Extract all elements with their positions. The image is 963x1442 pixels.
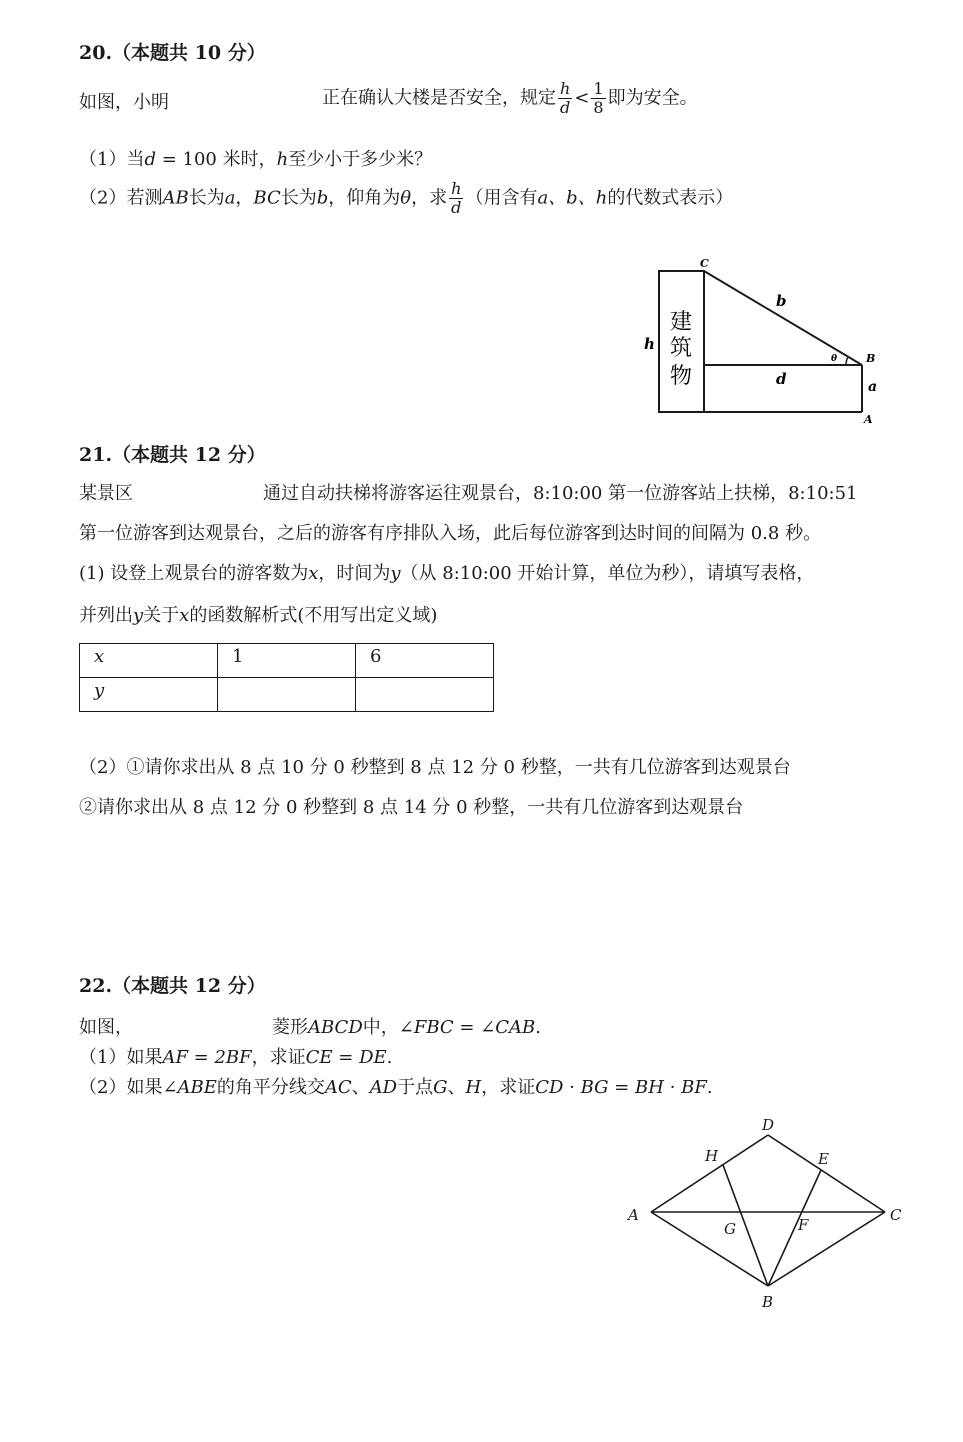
label-c: C — [700, 257, 709, 270]
label-h: H — [705, 1147, 719, 1165]
var-a: a — [224, 187, 236, 209]
var-h: h — [276, 149, 289, 170]
q20-p2-text: ，求 — [411, 187, 448, 209]
table-cell: 1 — [218, 644, 356, 678]
q21-l3-text: (1) 设登上观景台的游客数为 — [79, 563, 309, 584]
angle-abe: ∠ABE — [162, 1077, 217, 1098]
table-cell-y-label: y — [80, 678, 218, 712]
label-a-point: A — [864, 413, 873, 426]
q22-l1-text: 菱形 — [272, 1017, 308, 1038]
table-row — [80, 644, 494, 678]
q22-l1-text: . — [535, 1017, 542, 1038]
q22-p2-text: （2）如果 — [79, 1077, 163, 1098]
q20-p1-text-b: = 100 米时， — [155, 149, 277, 170]
q22-part1 — [79, 1043, 392, 1069]
label-f: F — [798, 1216, 809, 1234]
angle-equation: ∠FBC = ∠CAB — [398, 1017, 536, 1038]
q21-part2-1: （2）①请你求出从 8 点 10 分 0 秒整到 8 点 12 分 0 秒整，一共有几位游客到达观景台 — [79, 757, 791, 778]
theta-arc — [846, 357, 848, 365]
q20-p2-text: （2）若测 — [79, 187, 163, 209]
q21-line2: 第一位游客到达观景台，之后的游客有序排队入场，此后每位游客到达时间的间隔为 0.8 秒。 — [79, 523, 822, 544]
q22-p2-text: ，求证 — [481, 1077, 536, 1098]
frac-denominator: d — [560, 98, 571, 117]
q22-p2-text: 、 — [351, 1077, 370, 1098]
table-cell-empty[interactable] — [218, 678, 356, 712]
label-d: d — [776, 370, 787, 388]
q22-p1-text: . — [386, 1047, 393, 1068]
q21-line3 — [79, 559, 814, 585]
label-c: C — [890, 1206, 902, 1224]
proof-equation: CD · BG = BH · BF — [535, 1077, 707, 1098]
q22-header: 22.（本题共 12 分） — [79, 975, 266, 997]
q21-l3-text: ，时间为 — [318, 563, 391, 584]
q21-l4-text: 的函数解析式(不用写出定义域) — [189, 605, 438, 626]
q21-part2-2: ②请你求出从 8 点 12 分 0 秒整到 8 点 14 分 0 秒整，一共有几位游客到达观景台 — [79, 797, 744, 818]
q20-intro-c: 即为安全。 — [607, 87, 698, 109]
building-char-1: 建 — [670, 310, 693, 335]
var-y: y — [133, 605, 144, 626]
label-b: B — [762, 1293, 774, 1310]
q20-intro-rest — [322, 80, 698, 117]
q20-p2-text: 长为 — [188, 187, 225, 209]
q22-part2 — [79, 1073, 713, 1099]
label-d: D — [762, 1116, 775, 1134]
building-char-3: 物 — [670, 364, 693, 389]
q20-p1-text-a: （1）当 — [79, 149, 145, 170]
side-dc — [768, 1135, 885, 1212]
label-h: h — [644, 335, 655, 353]
building-char-2: 筑 — [670, 336, 693, 361]
q20-p2-text: ，仰角为 — [328, 187, 401, 209]
eq-ce-de: CE = DE — [305, 1047, 387, 1068]
frac-numerator: h — [560, 79, 571, 98]
frac-denominator: d — [451, 198, 462, 217]
var-x: x — [179, 605, 190, 626]
q21-answer-table — [79, 643, 494, 712]
q20-header: 20.（本题共 10 分） — [79, 42, 266, 64]
table-cell-x-label: x — [80, 644, 218, 678]
q20-p2-text: 长为 — [280, 187, 317, 209]
label-b-point: B — [866, 352, 876, 365]
q22-p2-text: 于点 — [397, 1077, 434, 1098]
q20-building-figure — [630, 255, 890, 430]
q20-part1 — [79, 145, 432, 171]
rhombus-abcd: ABCD — [308, 1017, 363, 1038]
q20-intro-b: 正在确认大楼是否安全，规定 — [322, 87, 556, 109]
q22-p1-text: ，求证 — [251, 1047, 306, 1068]
q20-p2-text: 的代数式表示） — [607, 187, 734, 209]
segment-ac: AC — [324, 1077, 352, 1098]
point-g: G — [433, 1077, 448, 1098]
table-cell: 6 — [356, 644, 494, 678]
var-d: d — [144, 149, 156, 170]
label-theta: θ — [831, 354, 838, 364]
frac-numerator: h — [451, 179, 462, 198]
label-e: E — [818, 1150, 829, 1168]
side-ba — [651, 1212, 768, 1286]
q20-part2 — [79, 180, 733, 217]
q21-l4-text: 并列出 — [79, 605, 133, 626]
segment-bc: BC — [253, 187, 281, 209]
segment-ad: AD — [369, 1077, 398, 1098]
q20-p2-text: ， — [235, 187, 254, 209]
var-b: b — [316, 187, 329, 209]
q20-p2-text: （用含有 — [465, 187, 538, 209]
q20-intro-a: 如图，小明 — [79, 92, 169, 113]
q22-rhombus-figure — [620, 1110, 910, 1310]
label-g: G — [724, 1220, 736, 1238]
table-cell-empty[interactable] — [356, 678, 494, 712]
q20-p1-text-c: 至少小于多少米？ — [288, 149, 433, 170]
less-than: < — [574, 87, 590, 109]
q20-ratio-fraction — [558, 80, 572, 117]
q22-p2-text: . — [706, 1077, 713, 1098]
q21-l4-text: 关于 — [143, 605, 180, 626]
table-row — [80, 678, 494, 712]
q22-p2-text: 的角平分线交 — [216, 1077, 325, 1098]
q20-p2-vars: a、b、h — [537, 187, 608, 209]
q21-line4 — [79, 601, 437, 627]
q21-line1-b: 通过自动扶梯将游客运往观景台，8:10:00 第一位游客站上扶梯，8:10:51 — [263, 483, 858, 504]
q20-p2-fraction — [449, 180, 463, 217]
line-cb — [704, 271, 862, 365]
q21-line1-a: 某景区 — [79, 483, 133, 504]
q21-header: 21.（本题共 12 分） — [79, 444, 266, 466]
q22-line1-a: 如图， — [79, 1017, 133, 1038]
label-a: A — [628, 1206, 639, 1224]
q22-p2-text: 、 — [447, 1077, 466, 1098]
q21-l3-text: （从 8:10:00 开始计算，单位为秒），请填写表格， — [400, 563, 815, 584]
var-y: y — [390, 563, 401, 584]
q22-l1-text: 中， — [362, 1017, 399, 1038]
q22-p1-text: （1）如果 — [79, 1047, 163, 1068]
q20-limit-fraction — [591, 80, 605, 117]
segment-ab: AB — [162, 187, 189, 209]
q22-line1 — [272, 1013, 541, 1039]
frac-numerator: 1 — [593, 79, 604, 98]
var-x: x — [308, 563, 319, 584]
frac-denominator: 8 — [593, 98, 604, 117]
label-a: a — [868, 379, 878, 395]
label-b: b — [776, 292, 787, 310]
point-h: H — [465, 1077, 482, 1098]
var-theta: θ — [400, 187, 412, 209]
eq-af-bf: AF = 2BF — [162, 1047, 252, 1068]
